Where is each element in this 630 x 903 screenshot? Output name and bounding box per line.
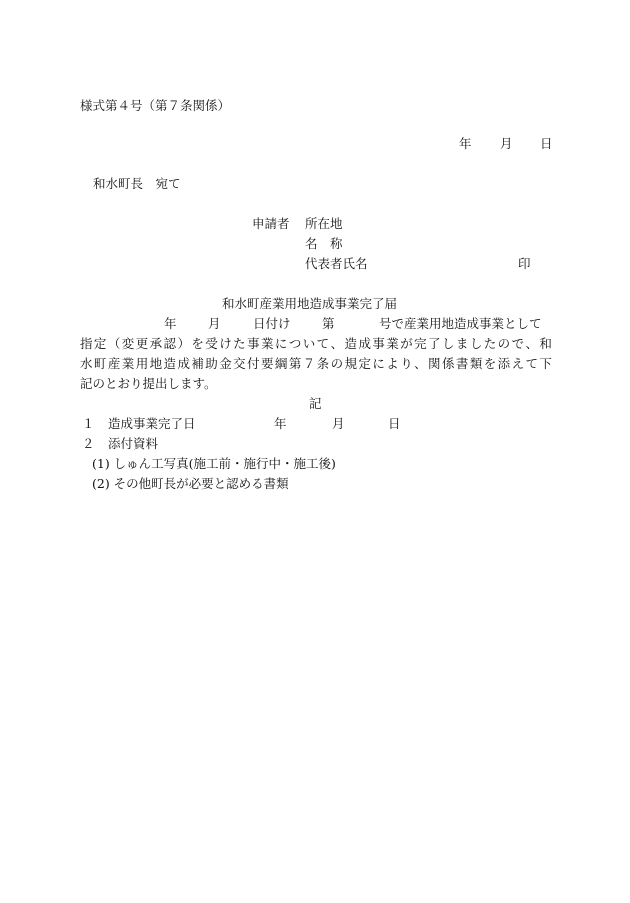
- body-char: 地: [149, 356, 163, 371]
- body-char: 付: [247, 356, 260, 371]
- body-char: 業: [386, 336, 399, 351]
- body-char: 助: [205, 356, 218, 371]
- body-line1-number-prefix: 第: [322, 316, 335, 331]
- body-line1-month: 月: [208, 316, 221, 331]
- body-char: 事: [247, 336, 260, 351]
- body-char: 交: [233, 356, 246, 371]
- body-char: を: [191, 336, 204, 351]
- body-char: し: [441, 336, 455, 351]
- body-char: 金: [219, 356, 232, 371]
- body-char: 関: [428, 356, 441, 371]
- attachment-2: (2) その他町長が必要と認める書類: [92, 476, 289, 491]
- date-year: 年: [459, 136, 472, 151]
- body-char: け: [219, 336, 232, 351]
- body-char: ま: [455, 336, 469, 351]
- body-char: 下: [539, 356, 552, 371]
- body-char: 定: [93, 336, 107, 351]
- item1-day: 日: [388, 416, 401, 431]
- body-char: し: [469, 336, 483, 351]
- body-char: 認: [163, 336, 177, 351]
- body-char: の: [330, 356, 344, 371]
- body-line1-rest: 号で産業用地造成事業として: [379, 316, 542, 331]
- body-char: 町: [93, 356, 107, 371]
- body-char: 条: [316, 356, 330, 371]
- body-char: た: [233, 336, 246, 351]
- body-char: 更: [135, 336, 149, 351]
- body-char: 承: [149, 336, 163, 351]
- body-char: 水: [80, 356, 93, 371]
- form-number: 様式第４号（第７条関係）: [80, 98, 231, 113]
- body-char: を: [483, 356, 497, 371]
- body-char: 指: [80, 336, 93, 351]
- body-char: ）: [177, 336, 190, 351]
- body-char: 完: [414, 336, 427, 351]
- ki-heading: 記: [309, 396, 322, 411]
- body-char: つ: [288, 336, 302, 351]
- body-char: に: [372, 356, 385, 371]
- body-char: 用: [135, 356, 149, 371]
- body-char: 成: [177, 356, 190, 371]
- body-char: 業: [121, 356, 135, 371]
- body-char: 産: [107, 356, 121, 371]
- date-day: 日: [540, 136, 553, 151]
- body-char: 類: [469, 356, 483, 371]
- applicant-representative-label: 代表者氏名: [305, 256, 368, 271]
- body-char: 定: [358, 356, 371, 371]
- item1-year: 年: [274, 416, 287, 431]
- body-char: え: [511, 356, 525, 371]
- item2-label: 添付資料: [108, 436, 159, 451]
- body-line3: [80, 358, 552, 371]
- addressee: 和水町長 宛て: [93, 176, 181, 191]
- body-char: 綱: [274, 356, 288, 371]
- body-char: 業: [260, 336, 274, 351]
- body-char: よ: [386, 356, 399, 371]
- body-char: た: [483, 336, 497, 351]
- body-line4: 記のとおり提出します。: [80, 376, 217, 391]
- item1-label: 造成事業完了日: [108, 416, 196, 431]
- attachment-1: (1) しゅん工写真(施工前・施行中・施工後): [92, 456, 336, 471]
- body-char: 、: [414, 356, 427, 371]
- item2-number: ２: [82, 436, 95, 451]
- body-char: り: [400, 356, 413, 371]
- body-char: 造: [344, 336, 358, 351]
- body-char: 書: [455, 356, 469, 371]
- body-char: い: [302, 336, 316, 351]
- body-char: 第: [288, 356, 302, 371]
- body-line1-date-suffix: 日付け: [253, 316, 291, 331]
- body-char: 了: [428, 336, 441, 351]
- body-char: 事: [372, 336, 385, 351]
- body-char: 、: [330, 336, 344, 351]
- body-char: 補: [191, 356, 204, 371]
- body-char: 規: [344, 356, 358, 371]
- applicant-name-label: 名 称: [305, 236, 343, 251]
- body-char: が: [400, 336, 413, 351]
- item1-month: 月: [332, 416, 345, 431]
- body-char: 要: [260, 356, 274, 371]
- body-char: て: [525, 356, 539, 371]
- body-char: の: [497, 336, 511, 351]
- body-char: で: [511, 336, 525, 351]
- body-char: 添: [497, 356, 511, 371]
- seal-mark: 印: [518, 256, 531, 271]
- document-title: 和水町産業用地造成事業完了届: [222, 296, 398, 311]
- body-char: 係: [441, 356, 455, 371]
- body-char: ７: [302, 356, 316, 371]
- applicant-label: 申請者: [252, 216, 290, 231]
- body-line2: [80, 338, 552, 351]
- body-line1-year: 年: [164, 316, 177, 331]
- body-char: （: [107, 336, 121, 351]
- body-char: 受: [205, 336, 218, 351]
- body-char: 和: [539, 336, 552, 351]
- body-char: に: [274, 336, 288, 351]
- body-char: 、: [525, 336, 539, 351]
- body-char: 変: [121, 336, 135, 351]
- applicant-address-label: 所在地: [305, 216, 343, 231]
- body-char: 造: [163, 356, 177, 371]
- body-char: て: [316, 336, 330, 351]
- item1-number: １: [82, 416, 95, 431]
- date-month: 月: [500, 136, 513, 151]
- body-char: 成: [358, 336, 371, 351]
